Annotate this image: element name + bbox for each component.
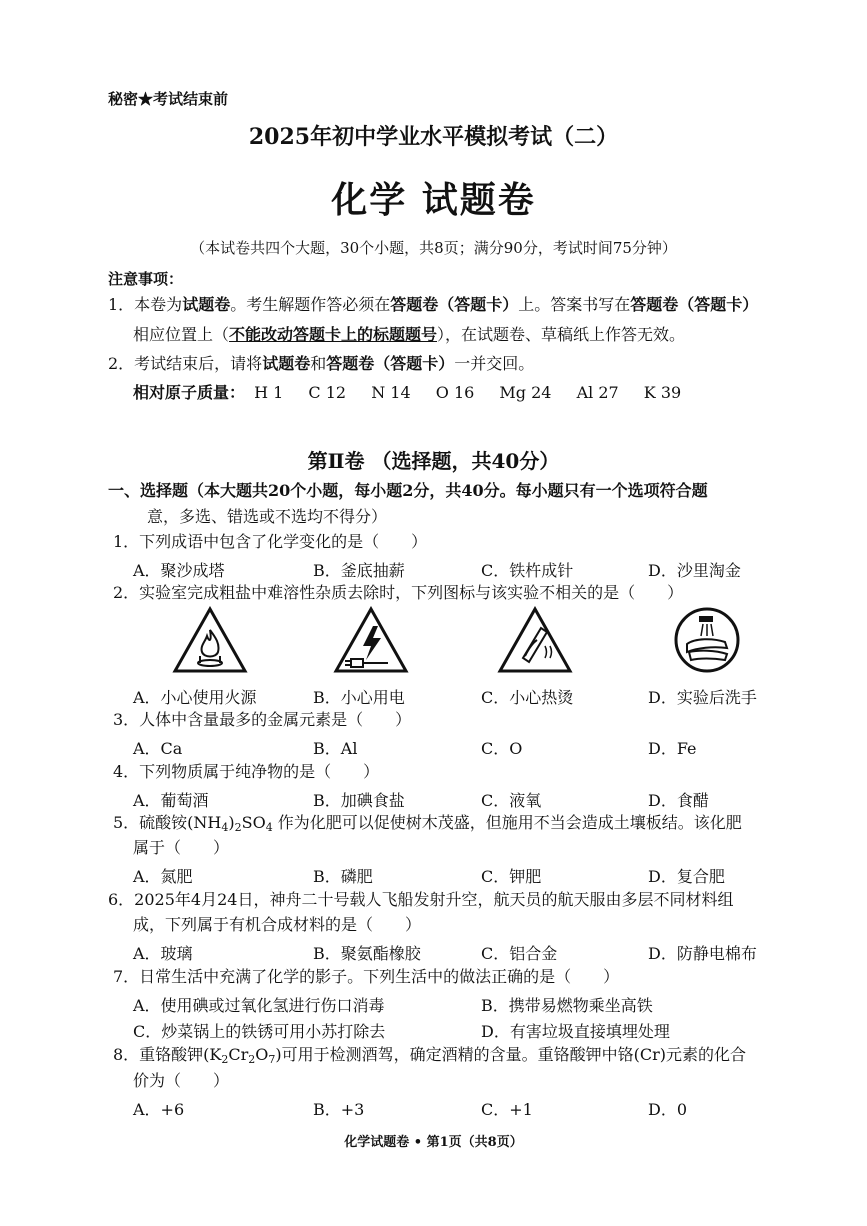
atomic-mass: Mg 24 <box>499 383 552 402</box>
notice-heading: 注意事项： <box>108 270 184 288</box>
exam-description: （本试卷共四个大题，30个小题，共8页；满分90分，考试时间75分钟） <box>190 239 677 257</box>
question-3-option-a: A．Ca <box>133 739 183 758</box>
fire-warning-icon <box>172 606 248 674</box>
exam-title: 2025年初中学业水平模拟考试（二） <box>248 124 619 150</box>
question-6-stem-line-2: 成，下列属于有机合成材料的是（ ） <box>133 915 422 934</box>
notice-text: ），在试题卷、草稿纸上作答无效。 <box>437 325 686 344</box>
notice-text: 一并交回。 <box>454 354 535 373</box>
stem-text: )可用于检测酒驾，确定酒精的含量。重铬酸钾中铬(Cr)元素的化合 <box>275 1045 747 1064</box>
question-6-option-c: C．铝合金 <box>481 944 558 963</box>
subscript: 2 <box>221 1053 229 1066</box>
question-2-option-b: B．小心用电 <box>313 688 405 707</box>
section-title: 第Ⅱ卷 （选择题，共40分） <box>307 449 560 473</box>
question-7-option-b: B．携带易燃物乘坐高铁 <box>481 996 653 1015</box>
part-1-heading: 一、选择题（本大题共20个小题，每小题2分，共40分。每小题只有一个选项符合题 <box>108 481 708 500</box>
subject-title: 化学 试题卷 <box>331 179 536 221</box>
subscript: 4 <box>221 821 229 834</box>
atomic-label: 相对原子质量： <box>133 383 246 402</box>
notice-bold: 答题卷（答题卡） <box>390 295 519 314</box>
notice-item-1-line-2 <box>133 325 685 345</box>
atomic-mass: N 14 <box>371 383 411 402</box>
question-5-option-a: A．氮肥 <box>133 867 193 886</box>
question-1-option-d: D．沙里淘金 <box>648 561 741 580</box>
question-1-option-b: B．釜底抽薪 <box>313 561 405 580</box>
notice-bold: 答题卷（答题卡） <box>630 295 759 314</box>
notice-bold: 试题卷 <box>182 295 231 314</box>
question-8-option-d: D．0 <box>648 1100 688 1119</box>
question-3-option-b: B．Al <box>313 739 358 758</box>
question-8-stem <box>113 1045 746 1070</box>
notice-text: 。考生解题作答必须在 <box>230 295 391 314</box>
notice-text: 上。答案书写在 <box>518 295 631 314</box>
notice-underlined: 不能改动答题卡上的标题题号 <box>229 325 438 344</box>
question-5-option-d: D．复合肥 <box>648 867 725 886</box>
electric-warning-icon <box>333 606 409 674</box>
notice-text: 和 <box>310 354 327 373</box>
question-2-option-c: C．小心热烫 <box>481 688 574 707</box>
subscript: 7 <box>268 1053 276 1066</box>
question-3-option-d: D．Fe <box>648 739 697 758</box>
atomic-masses <box>133 383 681 403</box>
notice-text: 1．本卷为 <box>108 295 183 314</box>
question-3-stem: 3．人体中含量最多的金属元素是（ ） <box>113 710 412 729</box>
subscript: 4 <box>265 821 273 834</box>
stem-text: 作为化肥可以促使树木茂盛，但施用不当会造成土壤板结。该化肥 <box>272 813 742 832</box>
atomic-mass: K 39 <box>643 383 682 402</box>
question-5-option-c: C．钾肥 <box>481 867 542 886</box>
question-1-option-c: C．铁杵成针 <box>481 561 574 580</box>
subscript: 2 <box>234 821 242 834</box>
question-4-option-b: B．加碘食盐 <box>313 791 405 810</box>
question-5-stem-line-2: 属于（ ） <box>133 838 230 857</box>
atomic-mass: O 16 <box>435 383 475 402</box>
stem-text: ) <box>228 813 235 832</box>
stem-text: SO <box>241 813 266 832</box>
atomic-mass: Al 27 <box>576 383 619 402</box>
question-5-stem <box>113 813 742 838</box>
part-1-heading-line-2: 意，多选、错选或不选均不得分） <box>147 507 388 526</box>
question-7-stem: 7．日常生活中充满了化学的影子。下列生活中的做法正确的是（ ） <box>113 967 620 986</box>
question-2-stem: 2．实验室完成粗盐中难溶性杂质去除时，下列图标与该实验不相关的是（ ） <box>113 583 684 602</box>
atomic-mass: H 1 <box>254 383 284 402</box>
question-1-option-a: A．聚沙成塔 <box>133 561 225 580</box>
question-8-stem-line-2: 价为（ ） <box>133 1071 230 1090</box>
question-6-option-d: D．防静电棉布 <box>648 944 757 963</box>
hand-wash-icon <box>673 606 741 674</box>
notice-text: 相应位置上（ <box>133 325 230 344</box>
question-2-option-a: A．小心使用火源 <box>133 688 257 707</box>
stem-text: Cr <box>228 1045 249 1064</box>
atomic-mass: C 12 <box>308 383 347 402</box>
question-2-option-d: D．实验后洗手 <box>648 688 757 707</box>
notice-bold: 答题卷（答题卡） <box>326 354 455 373</box>
question-6-option-b: B．聚氨酯橡胶 <box>313 944 421 963</box>
question-6-stem: 6．2025年4月24日，神舟二十号载人飞船发射升空，航天员的航天服由多层不同材料组 <box>108 890 734 909</box>
stem-text: 8．重铬酸钾(K <box>113 1045 222 1064</box>
notice-item-1 <box>108 295 758 315</box>
subscript: 2 <box>248 1053 256 1066</box>
question-5-option-b: B．磷肥 <box>313 867 373 886</box>
question-7-option-a: A．使用碘或过氧化氢进行伤口消毒 <box>133 996 385 1015</box>
question-8-option-c: C．+1 <box>481 1100 533 1119</box>
question-3-option-c: C．O <box>481 739 523 758</box>
question-4-option-d: D．食醋 <box>648 791 709 810</box>
notice-text: 2．考试结束后，请将 <box>108 354 263 373</box>
stem-text: 5．硫酸铵(NH <box>113 813 222 832</box>
notice-bold: 试题卷 <box>262 354 311 373</box>
hot-surface-warning-icon <box>497 606 573 674</box>
question-6-option-a: A．玻璃 <box>133 944 193 963</box>
question-7-option-c: C．炒菜锅上的铁锈可用小苏打除去 <box>133 1022 386 1041</box>
question-8-option-a: A．+6 <box>133 1100 185 1119</box>
secret-label: 秘密★考试结束前 <box>108 90 229 108</box>
page-footer: 化学试题卷 • 第1页（共8页） <box>344 1135 523 1150</box>
question-4-option-c: C．液氧 <box>481 791 542 810</box>
notice-item-2 <box>108 354 534 374</box>
question-4-option-a: A．葡萄酒 <box>133 791 209 810</box>
stem-text: O <box>255 1045 269 1064</box>
question-8-option-b: B．+3 <box>313 1100 365 1119</box>
question-1-stem: 1．下列成语中包含了化学变化的是（ ） <box>113 532 428 551</box>
question-4-stem: 4．下列物质属于纯净物的是（ ） <box>113 762 380 781</box>
question-7-option-d: D．有害垃圾直接填埋处理 <box>481 1022 670 1041</box>
